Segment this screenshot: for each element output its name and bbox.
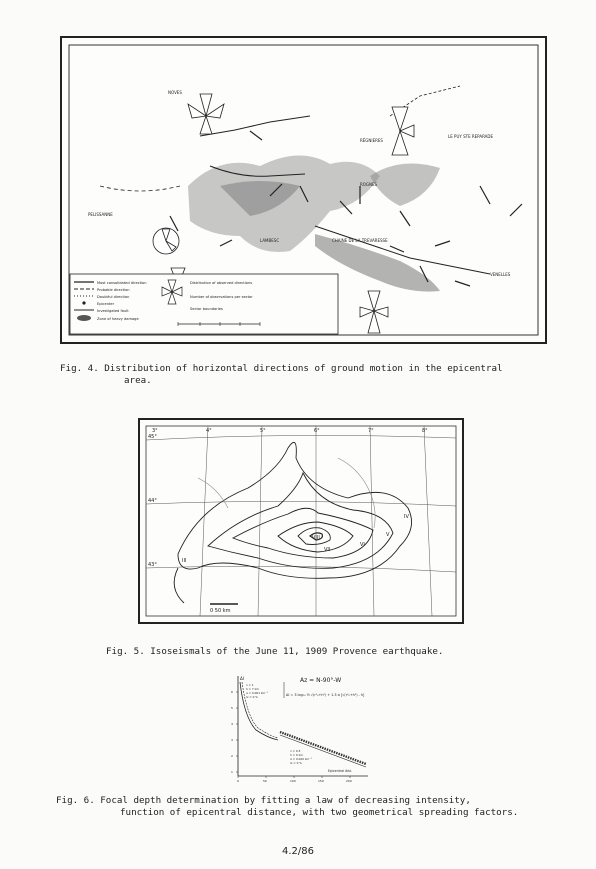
param-label: α = 0.001 km⁻¹ xyxy=(246,691,268,695)
y-tick-label: 4 xyxy=(231,722,233,726)
param-label: Ix = 0 % xyxy=(290,761,302,765)
intensity-label: VII xyxy=(324,547,331,553)
lat-label: 45° xyxy=(148,434,157,440)
x-tick-label: 200 xyxy=(346,779,352,783)
x-tick-label: 100 xyxy=(290,779,296,783)
lon-label: 3° xyxy=(152,428,158,434)
intensity-label: IV xyxy=(404,514,409,520)
lat-label: 43° xyxy=(148,562,157,568)
place-label: LAMBESC xyxy=(260,238,280,243)
figure-5-caption: Fig. 5. Isoseismals of the June 11, 1909 Provence earthquake. xyxy=(106,646,444,657)
lat-label: 44° xyxy=(148,498,157,504)
legend-label: Doubtful direction xyxy=(97,295,130,299)
scale-label: 0 50 km xyxy=(210,608,231,614)
param-label: n = 0.5 xyxy=(290,749,301,753)
lon-label: 7° xyxy=(368,428,374,434)
legend-label: Most consolidated direction xyxy=(97,281,147,285)
lon-label: 6° xyxy=(314,428,320,434)
x-tick-label: 0 xyxy=(237,779,239,783)
place-label: NOVES xyxy=(168,90,182,95)
legend-label: Investigated fault xyxy=(97,309,129,313)
param-label: Ix = 0 % xyxy=(246,695,258,699)
param-label: h = 9 km xyxy=(290,753,303,757)
place-label: LE PUY STE REPARADE xyxy=(448,134,494,139)
figure-6-caption-line1: Fig. 6. Focal depth determination by fitting a law of decreasing intensity, xyxy=(56,795,471,806)
formula-label: ΔI = 3 log₁₀ ½ √(r²₀+h²) + 1.3 α [√(r²₀+h²) - h] xyxy=(286,693,365,697)
legend-label: Distribution of observed directions xyxy=(190,281,253,285)
x-tick-label: 50 xyxy=(263,779,267,783)
y-tick-label: 3 xyxy=(231,738,233,742)
legend-label: Number of observations per sector xyxy=(190,295,253,299)
y-tick-label: 6 xyxy=(231,690,233,694)
page-number: 4.2/86 xyxy=(282,846,314,857)
legend-label: Probable direction xyxy=(97,288,130,292)
y-tick-label: 5 xyxy=(231,706,233,710)
legend-label: Zone of heavy damage xyxy=(97,317,139,321)
y-tick-label: 1 xyxy=(231,770,233,774)
figure-4-map xyxy=(60,36,547,344)
legend-label: Sector boundaries xyxy=(190,307,223,311)
place-label: PELISSANNE xyxy=(88,212,113,217)
param-label: h = 7 km xyxy=(246,687,259,691)
y-tick-label: 2 xyxy=(231,754,233,758)
place-label: VENELLES xyxy=(490,272,511,277)
figure-5-isoseismal-map xyxy=(138,418,464,624)
place-label: CHAINE DE LA TREVARESSE xyxy=(332,238,388,243)
place-label: RÉGNIERES xyxy=(360,138,383,143)
intensity-label: V xyxy=(386,532,390,538)
x-axis-label: Epicentral dist. xyxy=(328,769,352,773)
intensity-label: III xyxy=(182,558,187,564)
y-axis-label: ΔI xyxy=(240,676,244,681)
figure-4-caption-line2: area. xyxy=(124,375,152,386)
intensity-label: VIII xyxy=(312,535,320,541)
intensity-label: VI xyxy=(360,542,365,548)
x-tick-label: 150 xyxy=(318,779,324,783)
lon-label: 8° xyxy=(422,428,428,434)
azimuth-label: Az = N-90°-W xyxy=(300,677,342,684)
param-label: α = 0.020 km⁻¹ xyxy=(290,757,312,761)
lon-label: 4° xyxy=(206,428,212,434)
param-label: n = 1 xyxy=(246,683,254,687)
figure-4-caption-line1: Fig. 4. Distribution of horizontal directions of ground motion in the epicentral xyxy=(60,363,503,374)
figure-6-depth-plot xyxy=(228,672,376,784)
lon-label: 5° xyxy=(260,428,266,434)
figure-6-caption-line2: function of epicentral distance, with two geometrical spreading factors. xyxy=(120,807,519,818)
place-label: ROGNES xyxy=(360,182,378,187)
legend-label: Epicenter xyxy=(97,302,115,306)
